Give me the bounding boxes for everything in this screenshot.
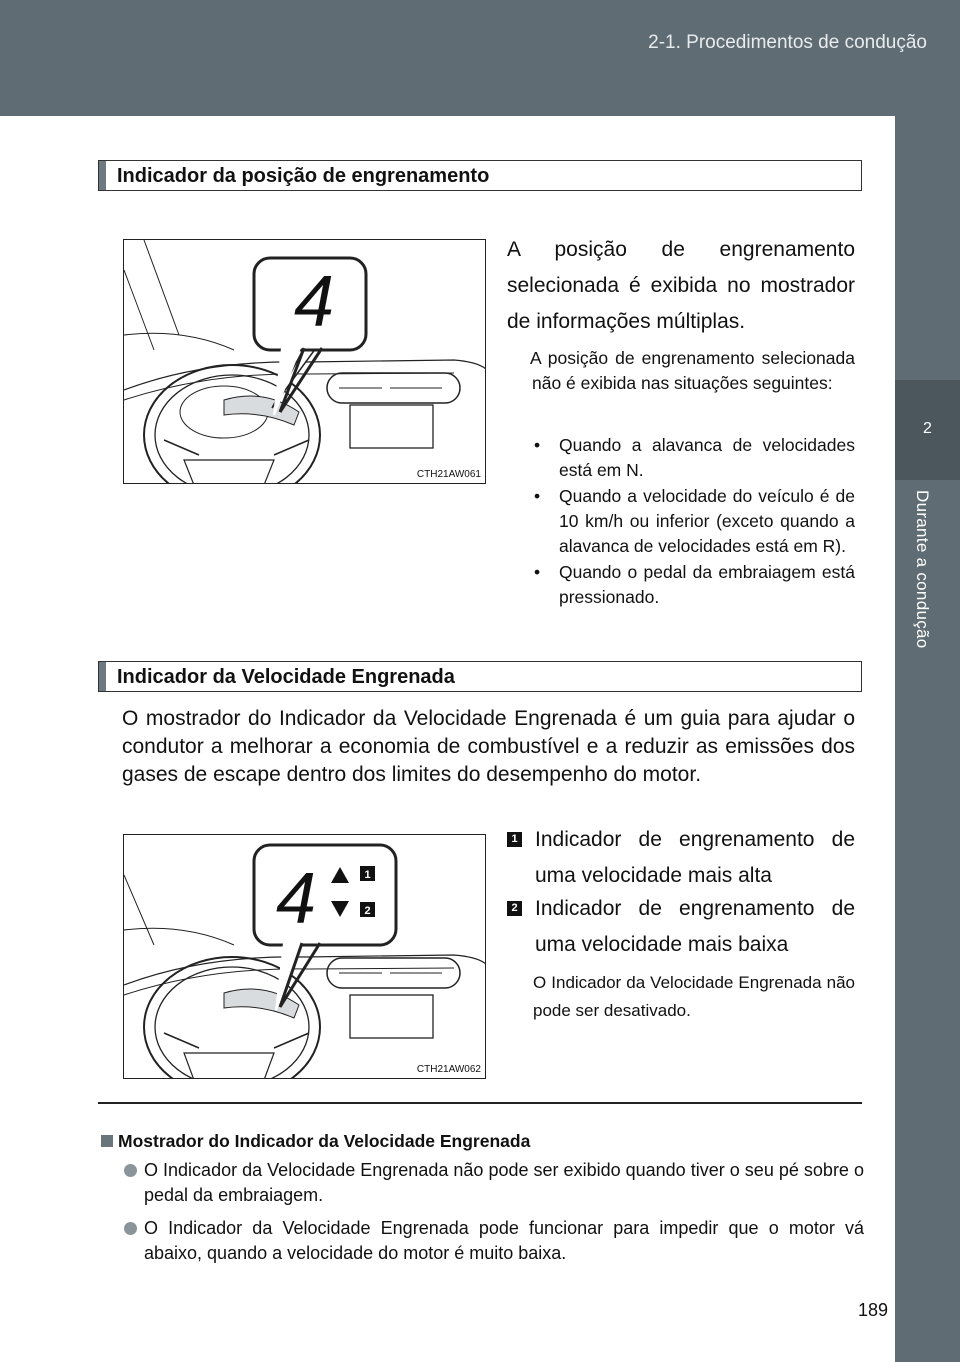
square-bullet-icon (101, 1135, 113, 1147)
dashboard-illustration (124, 835, 486, 1079)
svg-text:1: 1 (364, 869, 371, 881)
callout-item-2 (507, 891, 855, 963)
circle-bullet-icon (124, 1222, 137, 1235)
callout-item-1 (507, 822, 855, 894)
situation-list (532, 433, 855, 611)
lead-paragraph: A posição de engrenamento selecionada é exibida no mostrador de informações múltiplas. (507, 238, 855, 333)
list-item: • Quando a alavanca de velocidades está em N. (532, 433, 855, 483)
heading-accent-bar (99, 161, 106, 190)
section-title: Indicador da Velocidade Engrenada (117, 666, 455, 688)
svg-text:2: 2 (364, 905, 371, 917)
dashboard-illustration (124, 240, 486, 484)
list-item: • Quando a velocidade do veículo é de 10 km/h ou inferior (exceto quando a alavanca de velocidades está em R). (532, 484, 855, 559)
callout-number-badge: 2 (507, 901, 522, 916)
note-item (124, 1216, 864, 1266)
callout-number-badge: 1 (507, 832, 522, 847)
notes-heading-text: Mostrador do Indicador da Velocidade Engrenada (118, 1131, 531, 1151)
section-heading-gear-position (98, 160, 862, 191)
section-divider (98, 1102, 862, 1104)
figure-gear-digit: 4 (293, 262, 335, 342)
note-text: O Indicador da Velocidade Engrenada não pode ser exibido quando tiver o seu pé sobre o pedal da embraiagem. (144, 1160, 864, 1205)
callout-text: Indicador de engrenamento de uma velocidade mais alta (535, 828, 855, 887)
header-band (0, 0, 960, 116)
callout-text: Indicador de engrenamento de uma velocidade mais baixa (535, 897, 855, 956)
section-heading-gear-shift-indicator (98, 661, 862, 692)
section-title: Indicador da posição de engrenamento (117, 165, 490, 187)
chapter-side-tab (895, 116, 960, 1362)
list-item: • Quando o pedal da embraiagem está pressionado. (532, 560, 855, 610)
heading-accent-bar (99, 662, 106, 691)
chapter-label: Durante a condução (913, 490, 932, 649)
figure-gear-position-display (123, 239, 486, 484)
chapter-number: 2 (923, 420, 932, 437)
figure-gear-digit: 4 (275, 859, 317, 939)
note-item (124, 1158, 864, 1208)
figure-code: CTH21AW061 (416, 469, 481, 480)
page-number: 189 (858, 1300, 889, 1320)
figure-gear-shift-indicator (123, 834, 486, 1079)
situation-note: A posição de engrenamento selecionada não é exibida nas situações seguintes: (530, 348, 855, 393)
notes-heading (101, 1131, 530, 1152)
intro-paragraph: O mostrador do Indicador da Velocidade Engrenada é um guia para ajudar o condutor a melhorar a economia de combustível e a reduzir as emissões dos gases de escape dentro dos limites do desempenho do motor. (122, 707, 855, 786)
deactivation-note: O Indicador da Velocidade Engrenada não pode ser desativado. (533, 973, 855, 1020)
section-breadcrumb: 2-1. Procedimentos de condução (648, 32, 927, 53)
note-text: O Indicador da Velocidade Engrenada pode funcionar para impedir que o motor vá abaixo, quando a velocidade do motor é muito baixa. (144, 1218, 864, 1263)
circle-bullet-icon (124, 1164, 137, 1177)
figure-code: CTH21AW062 (416, 1064, 481, 1075)
